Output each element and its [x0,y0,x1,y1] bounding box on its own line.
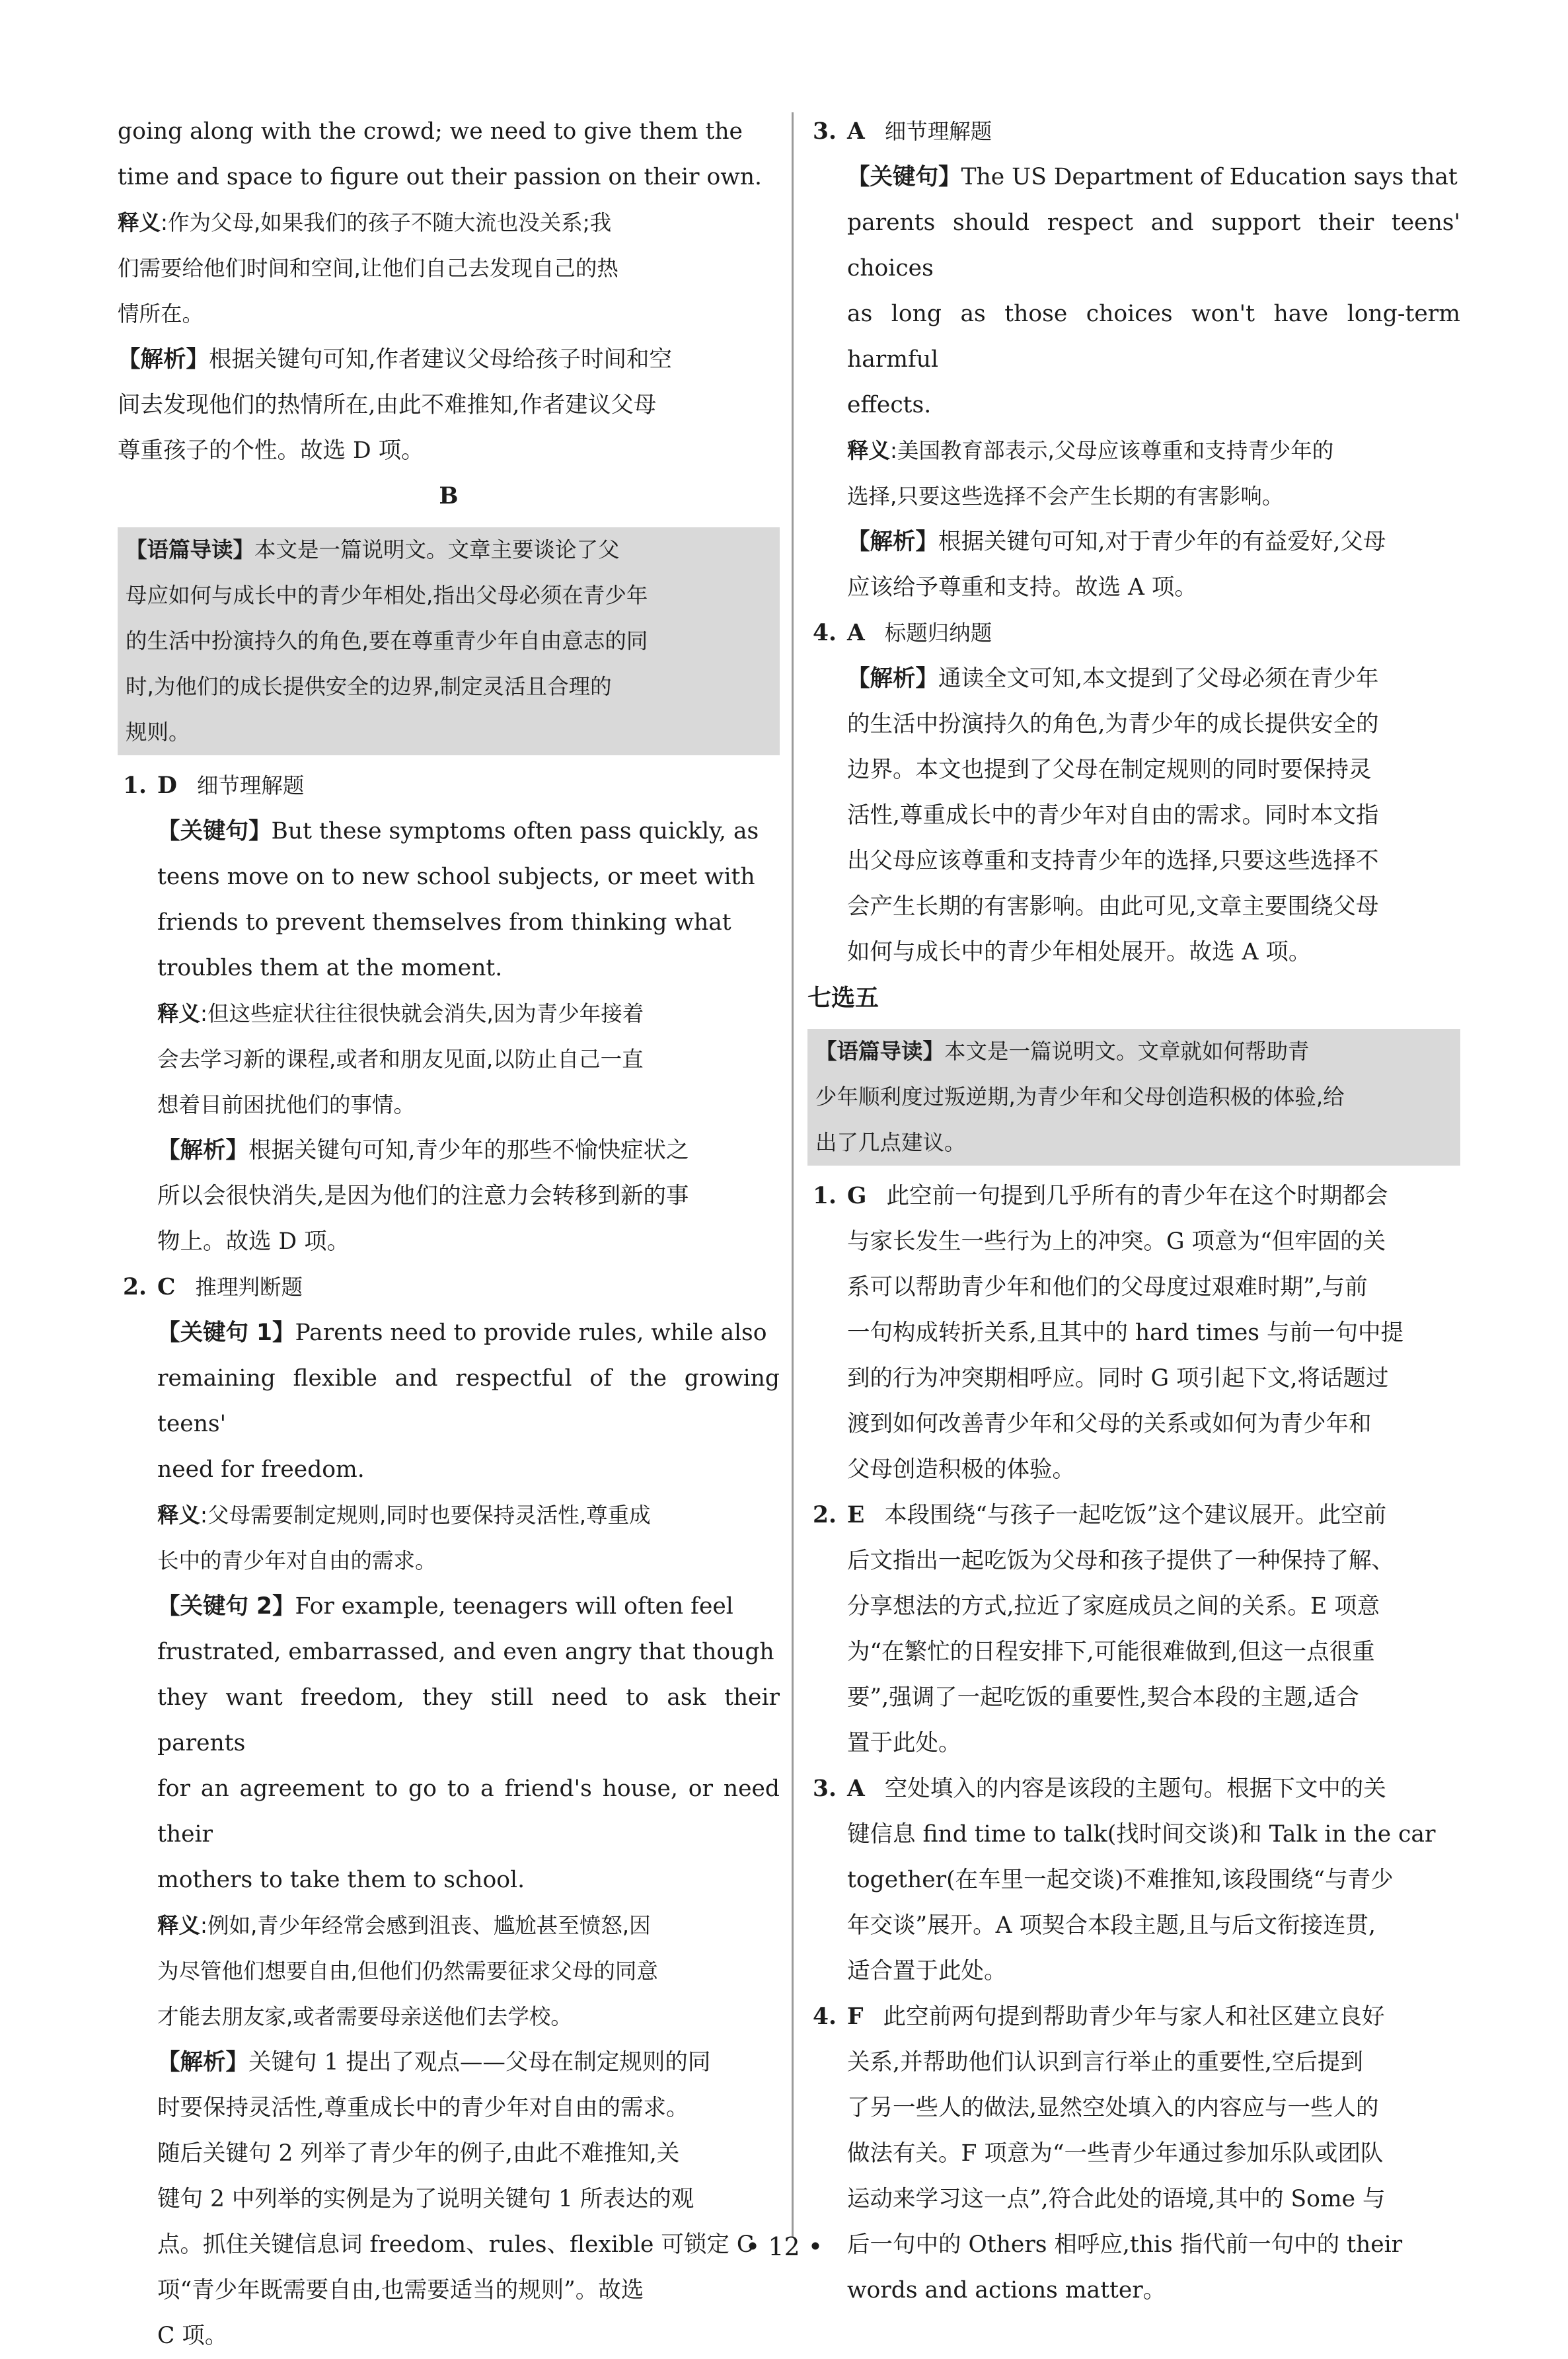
key-sentence-2 [118,1584,780,1629]
column-divider [792,112,794,2237]
analysis [118,2040,780,2085]
explanation-line: 键信息 find time to talk(找时间交谈)和 Talk in the car [847,1821,1436,1848]
intro-translation-line: 们需要给他们时间和空间,让他们自己去发现自己的热 [118,256,618,281]
shiyi-text: :但这些症状往往很快就会消失,因为青少年接着 [200,1001,644,1026]
analysis-line: 边界。本文也提到了父母在制定规则的同时要保持灵 [847,757,1372,783]
translation-line: 才能去朋友家,或者需要母亲送他们去学校。 [157,2004,572,2029]
shiyi-label: 释义 [157,1913,201,1938]
guide-line: 母应如何与成长中的青少年相处,指出父母必须在青少年 [126,583,648,608]
guide-line: 少年顺利度过叛逆期,为青少年和父母创造积极的体验,给 [815,1084,1345,1109]
guide-line: 出了几点建议。 [815,1130,966,1155]
question-number: 1. [813,1183,837,1209]
jiexi-text: 根据关键句可知,作者建议父母给孩子时间和空 [209,346,672,373]
explanation-line: 系可以帮助青少年和他们的父母度过艰难时期”,与前 [847,1274,1368,1300]
guide-line [126,527,772,573]
key-sentence-line: they want freedom, they still need to ask their parents [157,1684,780,1756]
explanation-line: 渡到如何改善青少年和父母的关系或如何为青少年和 [847,1411,1372,1437]
analysis-line: 活性,尊重成长中的青少年对自由的需求。同时本文指 [847,802,1379,829]
key-sentence-line: teens move on to new school subjects, or meet with [157,864,755,890]
intro-analysis [118,337,780,383]
question-type: 细节理解题 [884,119,992,144]
translation-line: 选择,只要这些选择不会产生长期的有害影响。 [847,484,1284,509]
jiexi-text: 根据关键句可知,对于青少年的有益爱好,父母 [938,529,1386,555]
explanation-line: 分享想法的方式,拉近了家庭成员之间的关系。E 项意 [847,1593,1380,1620]
shiyi-label: 释义 [157,1001,201,1026]
reading-guide-b [118,527,780,755]
jiexi-label: 【解析】 [847,529,938,555]
answer-letter: A [847,620,865,646]
guide-line [815,1029,1452,1074]
blank-3-explanation [807,1766,1460,1812]
key-sentence-label: 【关键句】 [157,818,272,844]
shiyi-label: 释义 [118,210,161,235]
analysis-line: 会产生长期的有害影响。由此可见,文章主要围绕父母 [847,893,1379,920]
intro-analysis-line: 间去发现他们的热情所在,由此不难推知,作者建议父母 [118,392,657,418]
key-sentence-text: But these symptoms often pass quickly, as [271,818,759,844]
shiyi-label: 释义 [847,438,891,463]
shiyi-text: :例如,青少年经常会感到沮丧、尴尬甚至愤怒,因 [200,1913,651,1938]
key-sentence-text: For example, teenagers will often feel [295,1593,733,1620]
key-sentence-text: Parents need to provide rules, while also [295,1320,767,1346]
question-type: 标题归纳题 [884,620,992,646]
translation [118,991,780,1037]
intro-translation [118,200,780,246]
blank-1-explanation [807,1174,1460,1219]
key-sentence-line: mothers to take them to school. [157,1867,525,1893]
analysis-line: 所以会很快消失,是因为他们的注意力会转移到新的事 [157,1183,689,1209]
question-number: 1. [123,772,147,799]
explanation-text: 空处填入的内容是该段的主题句。根据下文中的关 [884,1776,1386,1802]
key-sentence-line: as long as those choices won't have long-term harmful [847,301,1460,373]
explanation-line: 到的行为冲突期相呼应。同时 G 项引起下文,将话题过 [847,1365,1389,1392]
question-1-header [118,763,780,809]
key-sentence-line: need for freedom. [157,1456,365,1483]
explanation-line: 与家长发生一些行为上的冲突。G 项意为“但牢固的关 [847,1228,1386,1255]
key-sentence-line: parents should respect and support their teens' choices [847,209,1460,281]
analysis-line: 项“青少年既需要自由,也需要适当的规则”。故选 [157,2277,644,2303]
explanation-text: 此空前一句提到几乎所有的青少年在这个时期都会 [886,1183,1388,1209]
key-sentence-text: The US Department of Education says that [961,164,1458,190]
jiexi-label: 【解析】 [118,346,209,373]
analysis-line: 键句 2 中列举的实例是为了说明关键句 1 所表达的观 [157,2186,694,2212]
analysis-line: 的生活中扮演持久的角色,为青少年的成长提供安全的 [847,711,1379,737]
intro-translation-line: 情所在。 [118,301,204,326]
guide-line: 规则。 [126,720,190,745]
explanation-line: 关系,并帮助他们认识到言行举止的重要性,空后提到 [847,2049,1363,2076]
explanation-line: together(在车里一起交谈)不难推知,该段围绕“与青少 [847,1867,1394,1893]
question-number: 3. [813,1776,837,1802]
guide-label: 【语篇导读】 [126,537,255,562]
jiexi-label: 【解析】 [847,665,938,692]
key-sentence-line: remaining flexible and respectful of the growing teens' [157,1365,780,1437]
analysis-line: 物上。故选 D 项。 [157,1228,350,1255]
guide-text: 本文是一篇说明文。文章主要谈论了父 [254,537,620,562]
question-2-header [118,1265,780,1310]
explanation-line: 一句构成转折关系,且其中的 hard times 与前一句中提 [847,1320,1403,1346]
analysis [807,519,1460,565]
explanation-text: 此空前两句提到帮助青少年与家人和社区建立良好 [883,2003,1385,2030]
key-sentence-line: effects. [847,392,932,418]
analysis-line: 出父母应该尊重和支持青少年的选择,只要这些选择不 [847,848,1379,874]
shiyi-label: 释义 [157,1503,201,1528]
shiyi-text: :美国教育部表示,父母应该尊重和支持青少年的 [890,438,1334,463]
question-number: 3. [813,118,837,145]
shiyi-text: :父母需要制定规则,同时也要保持灵活性,尊重成 [200,1503,651,1528]
question-type: 推理判断题 [195,1275,303,1300]
translation-1 [118,1493,780,1538]
key-sentence-line: for an agreement to go to a friend's house, or need their [157,1776,780,1848]
explanation-line: 做法有关。F 项意为“一些青少年通过参加乐队或团队 [847,2140,1384,2167]
question-3-header [807,109,1460,155]
question-4-header [807,611,1460,656]
question-number: 2. [813,1502,837,1528]
explanation-line: 后文指出一起吃饭为父母和孩子提供了一种保持了解、 [847,1548,1394,1574]
analysis-line: C 项。 [157,2323,228,2349]
guide-text: 本文是一篇说明文。文章就如何帮助青 [944,1039,1310,1064]
question-number: 2. [123,1274,147,1300]
explanation-line: 了另一些人的做法,显然空处填入的内容应与一些人的 [847,2095,1379,2121]
jiexi-text: 通读全文可知,本文提到了父母必须在青少年 [938,665,1379,692]
jiexi-text: 根据关键句可知,青少年的那些不愉快症状之 [248,1137,689,1164]
translation-line: 长中的青少年对自由的需求。 [157,1548,437,1573]
question-number: 4. [813,620,837,646]
guide-line: 时,为他们的成长提供安全的边界,制定灵活且合理的 [126,674,612,699]
answer-letter: E [847,1502,865,1528]
answer-letter: G [847,1183,867,1209]
explanation-line: 适合置于此处。 [847,1958,1007,1984]
answer-letter: A [847,118,865,145]
analysis [807,656,1460,702]
section-b-title: B [439,483,459,509]
answer-letter: C [157,1274,176,1300]
answer-letter: A [847,1776,865,1802]
analysis-line: 如何与成长中的青少年相处展开。故选 A 项。 [847,939,1312,965]
explanation-line: 为“在繁忙的日程安排下,可能很难做到,但这一点很重 [847,1639,1375,1665]
jiexi-label: 【解析】 [157,1137,248,1164]
translation-line: 想着目前困扰他们的事情。 [157,1092,416,1117]
analysis-line: 时要保持灵活性,尊重成长中的青少年对自由的需求。 [157,2095,689,2121]
key-sentence-line: troubles them at the moment. [157,955,503,981]
explanation-text: 本段围绕“与孩子一起吃饭”这个建议展开。此空前 [884,1502,1387,1528]
blank-2-explanation [807,1493,1460,1538]
question-type: 细节理解题 [196,773,305,798]
analysis-line: 点。抓住关键信息词 freedom、rules、flexible 可锁定 C [157,2231,755,2258]
intro-analysis-line: 尊重孩子的个性。故选 D 项。 [118,437,424,464]
analysis [118,1128,780,1174]
jiexi-text: 关键句 1 提出了观点——父母在制定规则的同 [248,2049,711,2076]
translation-2 [118,1903,780,1949]
key-sentence [118,809,780,854]
answer-letter: D [157,772,177,799]
answer-letter: F [847,2003,864,2030]
explanation-line: 要”,强调了一起吃饭的重要性,契合本段的主题,适合 [847,1684,1360,1711]
right-column [807,109,1460,2313]
shiyi-text: :作为父母,如果我们的孩子不随大流也没关系;我 [161,210,612,235]
analysis-line: 应该给予尊重和支持。故选 A 项。 [847,574,1197,601]
reading-guide-qixuanwu [807,1029,1460,1166]
key-sentence-label: 【关键句 2】 [157,1593,295,1620]
explanation-line: 置于此处。 [847,1730,961,1756]
translation-line: 会去学习新的课程,或者和朋友见面,以防止自己一直 [157,1047,644,1072]
guide-line: 的生活中扮演持久的角色,要在尊重青少年自由意志的同 [126,628,648,654]
key-sentence-1 [118,1310,780,1356]
question-number: 4. [813,2003,837,2030]
explanation-line: 父母创造积极的体验。 [847,1456,1075,1483]
section-qixuanwu-title: 七选五 [807,985,879,1012]
blank-4-explanation [807,1994,1460,2040]
left-column [118,109,780,2359]
key-sentence-line: frustrated, embarrassed, and even angry that though [157,1639,774,1665]
analysis-line: 随后关键句 2 列举了青少年的例子,由此不难推知,关 [157,2140,680,2167]
jiexi-label: 【解析】 [157,2049,248,2076]
intro-english-line: time and space to figure out their passion on their own. [118,164,762,190]
intro-english-line: going along with the crowd; we need to give them the [118,118,743,145]
guide-label: 【语篇导读】 [815,1039,945,1064]
key-sentence-label: 【关键句】 [847,164,961,190]
translation-line: 为尽管他们想要自由,但他们仍然需要征求父母的同意 [157,1959,658,1984]
page-number: • 12 • [745,2232,823,2261]
explanation-line: 运动来学习这一点”,符合此处的语境,其中的 Some 与 [847,2186,1386,2212]
key-sentence [807,155,1460,200]
explanation-line: words and actions matter。 [847,2277,1166,2303]
translation [807,428,1460,474]
key-sentence-line: friends to prevent themselves from thinking what [157,909,731,936]
explanation-line: 年交谈”展开。A 项契合本段主题,且与后文衔接连贯, [847,1912,1376,1939]
key-sentence-label: 【关键句 1】 [157,1320,295,1346]
explanation-line: 后一句中的 Others 相呼应,this 指代前一句中的 their [847,2231,1403,2258]
